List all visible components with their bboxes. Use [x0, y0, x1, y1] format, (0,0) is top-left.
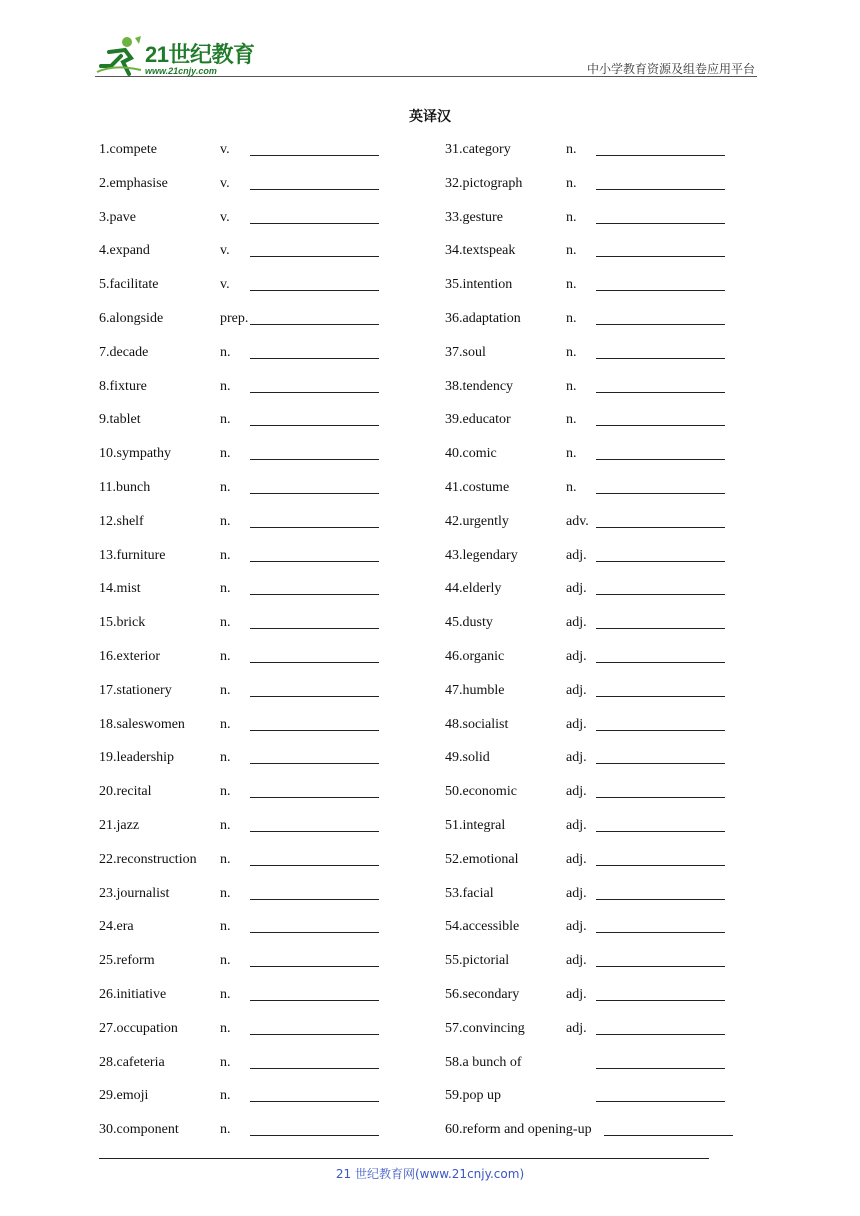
english-word: 36.adaptation [445, 310, 521, 326]
part-of-speech: prep. [220, 310, 249, 326]
english-word: 49.solid [445, 750, 490, 766]
english-word: 29.emoji [99, 1088, 149, 1104]
answer-blank[interactable] [250, 966, 379, 967]
page-title: 英译汉 [409, 109, 451, 125]
word-item [99, 341, 399, 375]
platform-name: 中小学教育资源及组卷应用平台 [586, 62, 755, 76]
english-word: 52.emotional [445, 851, 519, 867]
english-word: 35.intention [445, 277, 513, 293]
english-word: 44.elderly [445, 581, 502, 597]
answer-blank[interactable] [596, 1000, 725, 1001]
answer-blank[interactable] [596, 223, 725, 224]
answer-blank[interactable] [250, 189, 379, 190]
word-item [99, 713, 399, 747]
english-word: 57.convincing [445, 1020, 525, 1036]
answer-blank[interactable] [596, 1101, 725, 1102]
part-of-speech: n. [220, 784, 231, 800]
english-word: 15.brick [99, 615, 146, 631]
part-of-speech: adj. [566, 953, 587, 969]
english-word: 51.integral [445, 817, 506, 833]
english-word: 25.reform [99, 953, 155, 969]
logo-text: 21世纪教育 [145, 42, 255, 67]
part-of-speech: adj. [566, 1020, 587, 1036]
english-word: 54.accessible [445, 919, 520, 935]
part-of-speech: n. [220, 479, 231, 495]
english-word: 6.alongside [99, 310, 164, 326]
part-of-speech: adj. [566, 716, 587, 732]
word-item [445, 273, 745, 307]
english-word: 41.costume [445, 479, 510, 495]
answer-blank[interactable] [250, 493, 379, 494]
answer-blank[interactable] [596, 730, 725, 731]
right-word-column [445, 138, 745, 1152]
answer-blank[interactable] [596, 155, 725, 156]
word-item [99, 983, 399, 1017]
answer-blank[interactable] [250, 459, 379, 460]
word-item [99, 307, 399, 341]
word-item [445, 1084, 745, 1118]
word-item [99, 577, 399, 611]
word-item [445, 780, 745, 814]
part-of-speech: n. [220, 412, 231, 428]
english-word: 3.pave [99, 209, 136, 225]
part-of-speech: adj. [566, 986, 587, 1002]
answer-blank[interactable] [250, 290, 379, 291]
part-of-speech: n. [220, 446, 231, 462]
part-of-speech: n. [220, 851, 231, 867]
english-word: 27.occupation [99, 1020, 178, 1036]
part-of-speech: n. [220, 682, 231, 698]
answer-blank[interactable] [250, 155, 379, 156]
word-item [445, 1017, 745, 1051]
part-of-speech: n. [566, 277, 577, 293]
part-of-speech: n. [220, 581, 231, 597]
answer-blank[interactable] [250, 392, 379, 393]
left-word-column [99, 138, 399, 1152]
word-item [445, 544, 745, 578]
answer-blank[interactable] [596, 493, 725, 494]
english-word: 39.educator [445, 412, 511, 428]
part-of-speech: v. [220, 243, 230, 259]
part-of-speech: n. [566, 243, 577, 259]
word-item [445, 138, 745, 172]
answer-blank[interactable] [250, 1135, 379, 1136]
answer-blank[interactable] [250, 527, 379, 528]
word-item [445, 476, 745, 510]
english-word: 1.compete [99, 142, 157, 157]
english-word: 21.jazz [99, 817, 140, 833]
page-header [95, 30, 755, 78]
answer-blank[interactable] [596, 392, 725, 393]
answer-blank[interactable] [596, 425, 725, 426]
word-item [99, 510, 399, 544]
part-of-speech: n. [220, 919, 231, 935]
english-word: 2.emphasise [99, 175, 168, 191]
english-word: 9.tablet [99, 412, 141, 428]
answer-blank[interactable] [596, 290, 725, 291]
word-item [445, 341, 745, 375]
answer-blank[interactable] [250, 932, 379, 933]
english-word: 58.a bunch of [445, 1054, 522, 1070]
part-of-speech: n. [220, 547, 231, 563]
part-of-speech: n. [220, 513, 231, 529]
english-word: 17.stationery [99, 682, 172, 698]
answer-blank[interactable] [596, 899, 725, 900]
english-word: 31.category [445, 142, 511, 157]
word-item [99, 408, 399, 442]
answer-blank[interactable] [596, 189, 725, 190]
answer-blank[interactable] [250, 831, 379, 832]
answer-blank[interactable] [250, 425, 379, 426]
word-item [99, 1084, 399, 1118]
answer-blank[interactable] [250, 223, 379, 224]
word-item [99, 814, 399, 848]
english-word: 34.textspeak [445, 243, 516, 259]
answer-blank[interactable] [596, 324, 725, 325]
word-item [99, 949, 399, 983]
answer-blank[interactable] [596, 561, 725, 562]
part-of-speech: v. [220, 209, 230, 225]
answer-blank[interactable] [250, 899, 379, 900]
runner-logo-icon [95, 34, 143, 78]
english-word: 55.pictorial [445, 953, 510, 969]
english-word: 7.decade [99, 344, 149, 360]
word-item [99, 1118, 399, 1152]
english-word: 30.component [99, 1122, 179, 1138]
answer-blank[interactable] [596, 932, 725, 933]
word-item [445, 442, 745, 476]
english-word: 8.fixture [99, 378, 147, 394]
part-of-speech: n. [220, 716, 231, 732]
answer-blank[interactable] [250, 662, 379, 663]
part-of-speech: adj. [566, 784, 587, 800]
answer-blank[interactable] [596, 594, 725, 595]
word-item [445, 814, 745, 848]
english-word: 14.mist [99, 581, 141, 597]
word-item [99, 239, 399, 273]
english-word: 59.pop up [445, 1088, 501, 1104]
answer-blank[interactable] [596, 628, 725, 629]
english-word: 45.dusty [445, 615, 493, 631]
english-word: 38.tendency [445, 378, 514, 394]
part-of-speech: n. [220, 1054, 231, 1070]
english-word: 33.gesture [445, 209, 503, 225]
english-word: 13.furniture [99, 547, 166, 563]
english-word: 20.recital [99, 784, 152, 800]
footer-link[interactable]: 21 世纪教育网(www.21cnjy.com) [335, 1167, 525, 1181]
part-of-speech: n. [566, 310, 577, 326]
answer-blank[interactable] [596, 1034, 725, 1035]
part-of-speech: n. [566, 378, 577, 394]
english-word: 4.expand [99, 243, 150, 259]
answer-blank[interactable] [250, 358, 379, 359]
word-item [445, 611, 745, 645]
english-word: 56.secondary [445, 986, 520, 1002]
word-item [99, 138, 399, 172]
english-word: 24.era [99, 919, 134, 935]
part-of-speech: n. [566, 479, 577, 495]
word-item [445, 1118, 745, 1152]
english-word: 32.pictograph [445, 175, 523, 191]
logo [95, 34, 265, 78]
word-item [445, 713, 745, 747]
part-of-speech: n. [220, 1088, 231, 1104]
english-word: 46.organic [445, 648, 505, 664]
english-word: 23.journalist [99, 885, 170, 901]
english-word: 19.leadership [99, 750, 175, 766]
word-item [99, 172, 399, 206]
word-item [99, 780, 399, 814]
part-of-speech: n. [566, 209, 577, 225]
word-item [99, 476, 399, 510]
part-of-speech: adj. [566, 682, 587, 698]
part-of-speech: n. [566, 412, 577, 428]
part-of-speech: n. [220, 953, 231, 969]
part-of-speech: n. [220, 817, 231, 833]
english-word: 50.economic [445, 784, 517, 800]
english-word: 22.reconstruction [99, 851, 197, 867]
word-item [445, 915, 745, 949]
english-word: 47.humble [445, 682, 505, 698]
word-item [99, 1017, 399, 1051]
answer-blank[interactable] [596, 358, 725, 359]
word-item [99, 442, 399, 476]
word-item [99, 1051, 399, 1085]
word-item [445, 746, 745, 780]
word-item [99, 611, 399, 645]
answer-blank[interactable] [250, 1101, 379, 1102]
word-item [99, 206, 399, 240]
answer-blank[interactable] [596, 256, 725, 257]
english-word: 40.comic [445, 446, 497, 462]
word-item [99, 848, 399, 882]
answer-blank[interactable] [596, 966, 725, 967]
word-item [445, 882, 745, 916]
english-word: 43.legendary [445, 547, 518, 563]
part-of-speech: n. [220, 1020, 231, 1036]
answer-blank[interactable] [250, 628, 379, 629]
word-item [99, 544, 399, 578]
word-item [445, 510, 745, 544]
answer-blank[interactable] [596, 527, 725, 528]
answer-blank[interactable] [604, 1135, 733, 1136]
answer-blank[interactable] [596, 763, 725, 764]
logo-url: www.21cnjy.com [145, 66, 217, 76]
answer-blank[interactable] [250, 594, 379, 595]
answer-blank[interactable] [250, 256, 379, 257]
part-of-speech: adj. [566, 750, 587, 766]
answer-blank[interactable] [250, 561, 379, 562]
answer-blank[interactable] [596, 831, 725, 832]
answer-blank[interactable] [596, 696, 725, 697]
answer-blank[interactable] [250, 763, 379, 764]
part-of-speech: n. [566, 446, 577, 462]
answer-blank[interactable] [250, 1068, 379, 1069]
word-item [445, 949, 745, 983]
word-item [445, 983, 745, 1017]
answer-blank[interactable] [250, 730, 379, 731]
word-item [445, 239, 745, 273]
part-of-speech: adj. [566, 615, 587, 631]
part-of-speech: adj. [566, 885, 587, 901]
part-of-speech: v. [220, 175, 230, 191]
part-of-speech: n. [566, 175, 577, 191]
answer-blank[interactable] [596, 459, 725, 460]
part-of-speech: v. [220, 277, 230, 293]
word-item [445, 848, 745, 882]
answer-blank[interactable] [250, 1000, 379, 1001]
answer-blank[interactable] [250, 865, 379, 866]
english-word: 26.initiative [99, 986, 167, 1002]
word-item [99, 679, 399, 713]
answer-blank[interactable] [250, 1034, 379, 1035]
part-of-speech: n. [220, 378, 231, 394]
word-item [445, 375, 745, 409]
part-of-speech: n. [220, 750, 231, 766]
answer-blank[interactable] [250, 324, 379, 325]
answer-blank[interactable] [250, 797, 379, 798]
word-item [445, 645, 745, 679]
part-of-speech: adj. [566, 919, 587, 935]
english-word: 5.facilitate [99, 277, 159, 293]
answer-blank[interactable] [596, 1068, 725, 1069]
answer-blank[interactable] [596, 662, 725, 663]
answer-blank[interactable] [596, 865, 725, 866]
part-of-speech: n. [220, 344, 231, 360]
word-item [445, 172, 745, 206]
part-of-speech: n. [566, 344, 577, 360]
english-word: 16.exterior [99, 648, 161, 664]
part-of-speech: n. [220, 885, 231, 901]
word-item [445, 1051, 745, 1085]
english-word: 12.shelf [99, 513, 144, 529]
part-of-speech: n. [220, 1122, 231, 1138]
english-word: 42.urgently [445, 513, 509, 529]
part-of-speech: n. [566, 142, 577, 157]
part-of-speech: adj. [566, 547, 587, 563]
answer-blank[interactable] [250, 696, 379, 697]
answer-blank[interactable] [596, 797, 725, 798]
part-of-speech: v. [220, 142, 230, 157]
english-word: 10.sympathy [99, 446, 171, 462]
word-item [99, 915, 399, 949]
part-of-speech: adv. [566, 513, 589, 529]
word-item [99, 375, 399, 409]
part-of-speech: n. [220, 986, 231, 1002]
english-word: 48.socialist [445, 716, 509, 732]
part-of-speech: adj. [566, 581, 587, 597]
footer-divider [99, 1158, 709, 1159]
english-word: 60.reform and opening-up [445, 1122, 592, 1138]
part-of-speech: n. [220, 648, 231, 664]
english-word: 28.cafeteria [99, 1054, 165, 1070]
word-item [445, 679, 745, 713]
part-of-speech: adj. [566, 851, 587, 867]
header-divider [95, 76, 757, 77]
english-word: 18.saleswomen [99, 716, 185, 732]
part-of-speech: n. [220, 615, 231, 631]
word-item [99, 273, 399, 307]
part-of-speech: adj. [566, 648, 587, 664]
word-item [99, 746, 399, 780]
word-item [99, 645, 399, 679]
word-item [445, 307, 745, 341]
word-item [99, 882, 399, 916]
part-of-speech: adj. [566, 817, 587, 833]
word-item [445, 408, 745, 442]
english-word: 11.bunch [99, 479, 151, 495]
english-word: 53.facial [445, 885, 494, 901]
english-word: 37.soul [445, 344, 486, 360]
word-item [445, 577, 745, 611]
word-item [445, 206, 745, 240]
